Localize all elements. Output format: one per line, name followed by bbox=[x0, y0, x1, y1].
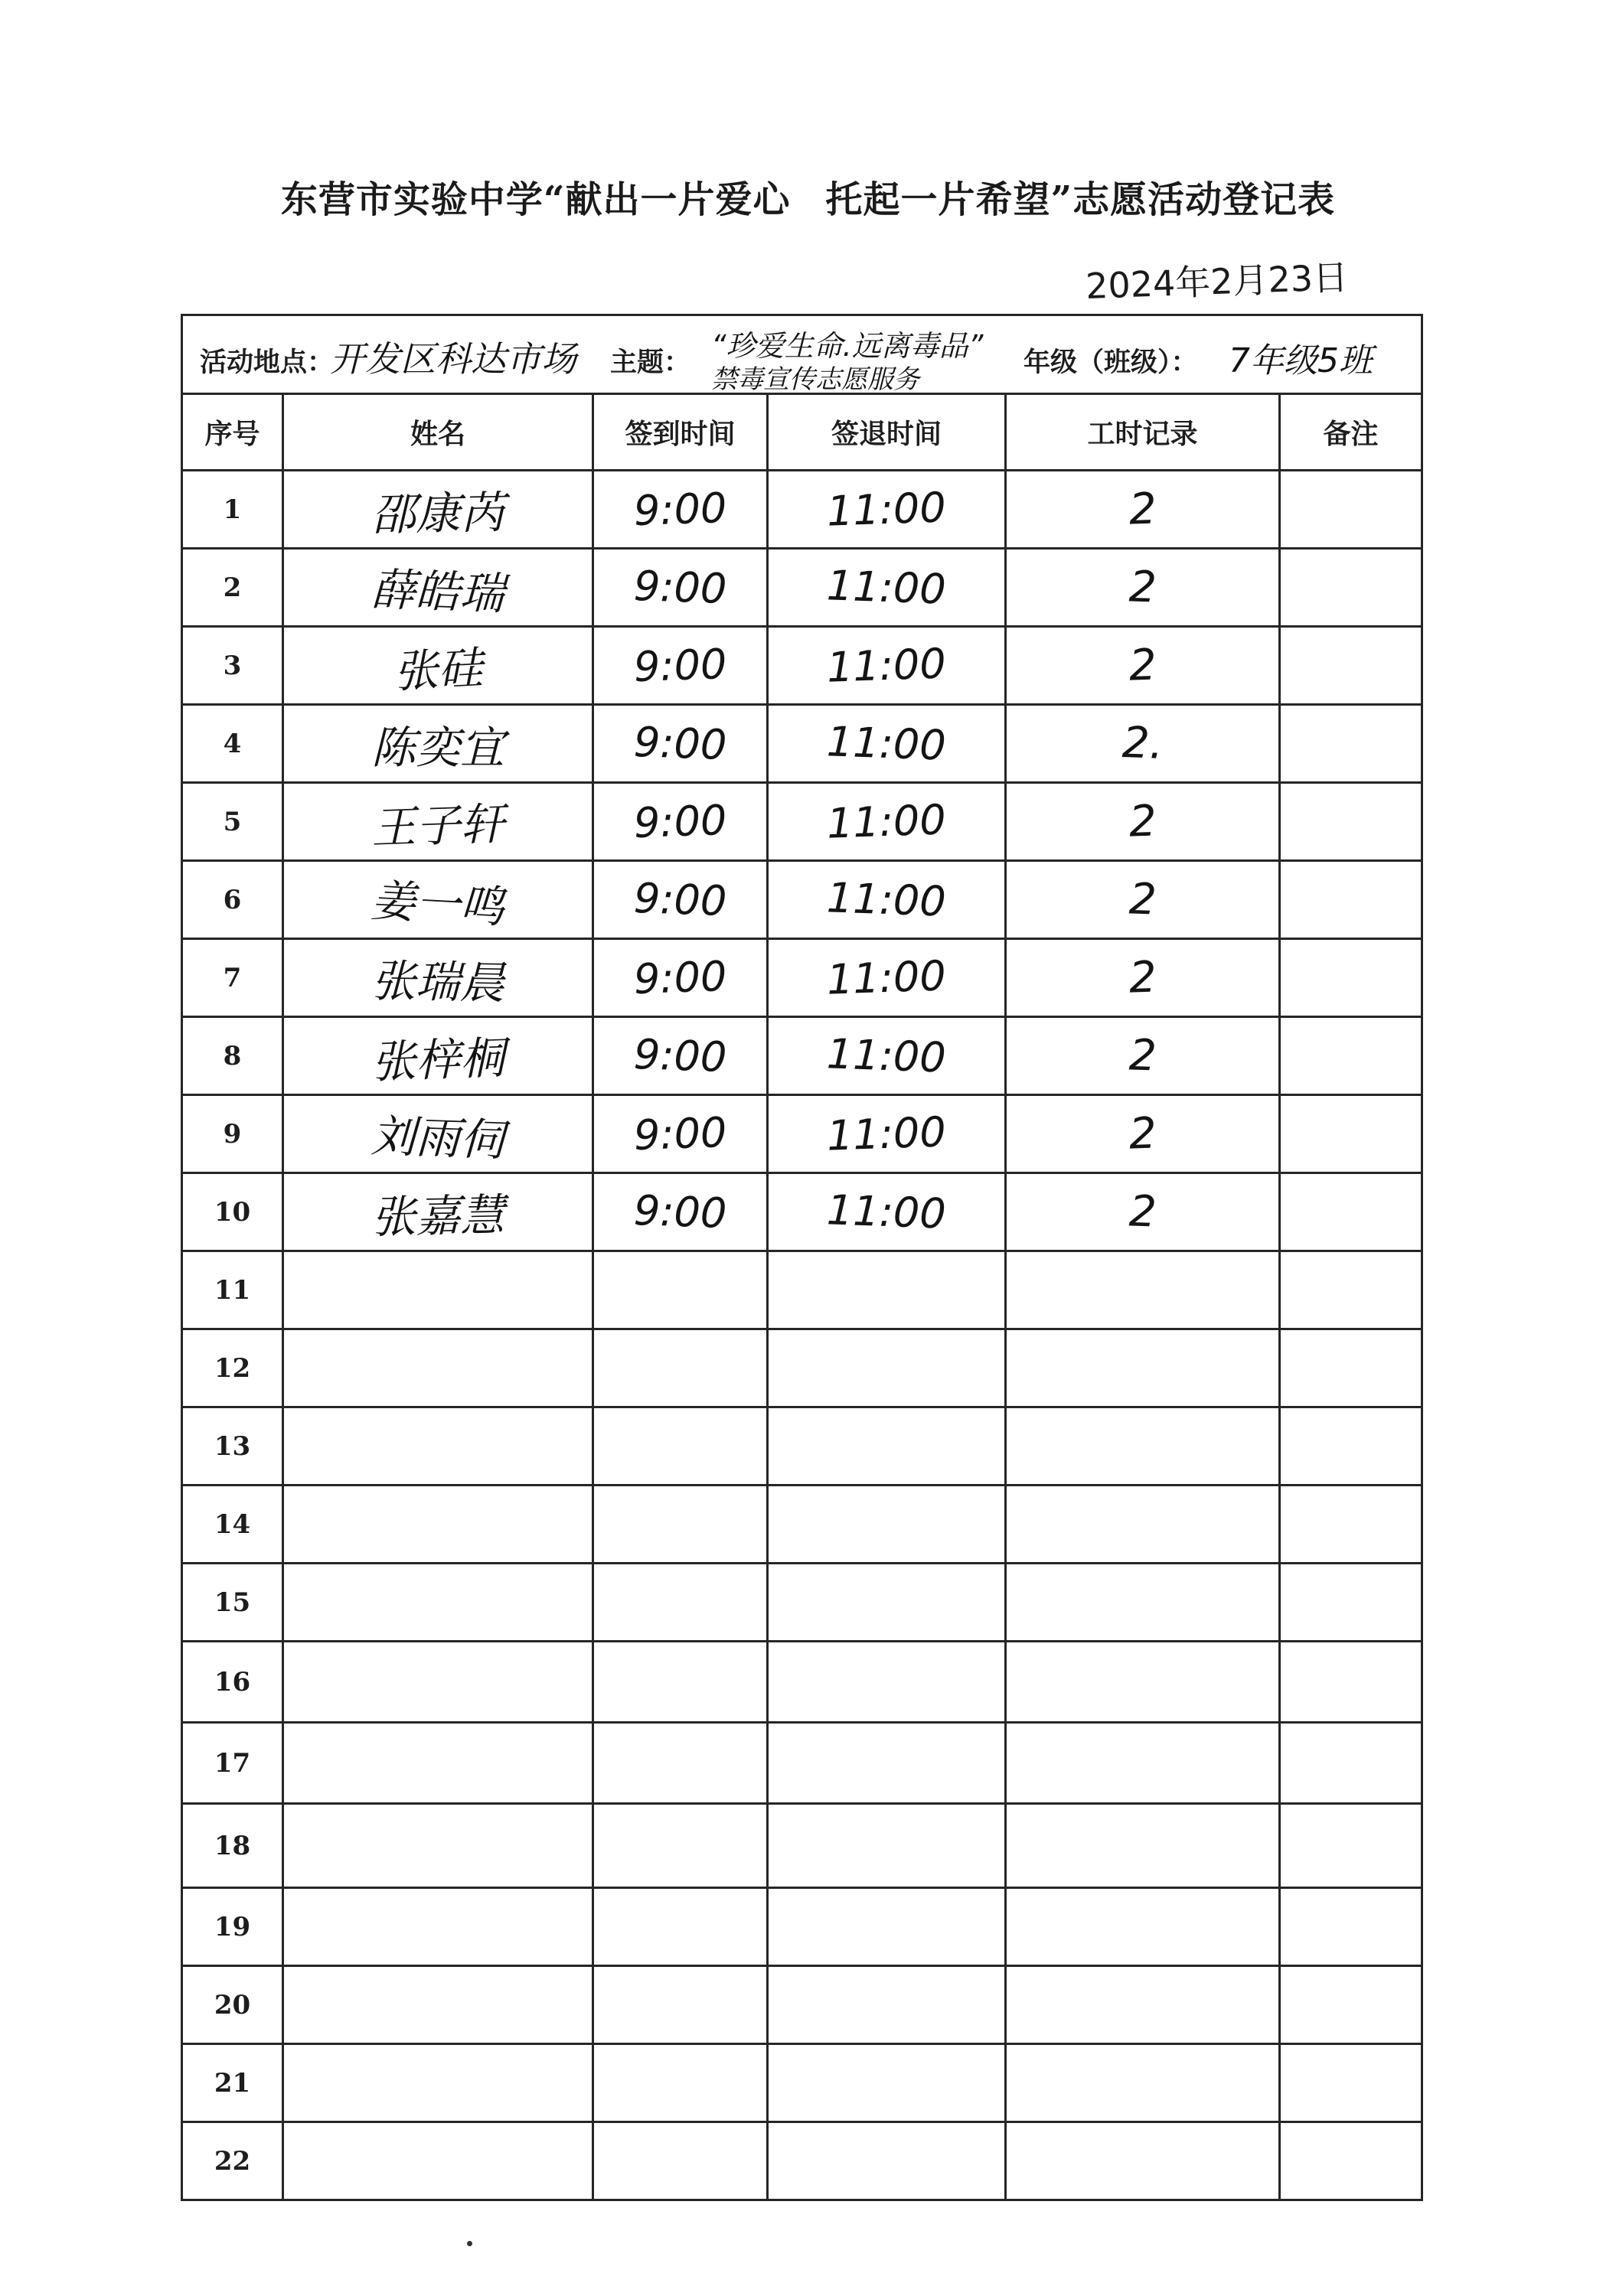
row-sign-in-cell bbox=[593, 939, 768, 1017]
row-hours-cell bbox=[1006, 1804, 1280, 1888]
row-name-cell bbox=[283, 1723, 593, 1804]
theme-value-line2: 禁毒宣传志愿服务 bbox=[711, 364, 919, 394]
table-row bbox=[182, 1095, 1422, 1173]
row-sign-out-cell bbox=[768, 1329, 1006, 1407]
row-hours-cell bbox=[1006, 1017, 1280, 1095]
row-sign-out-cell bbox=[768, 2122, 1006, 2200]
row-sign-out: 11:00 bbox=[826, 483, 947, 536]
row-seq: 21 bbox=[214, 2067, 251, 2099]
row-name: 刘雨伺 bbox=[370, 1109, 505, 1166]
row-note-cell bbox=[1280, 1642, 1422, 1723]
row-sign-in-cell bbox=[593, 1251, 768, 1329]
row-note-cell bbox=[1280, 939, 1422, 1017]
row-seq-cell bbox=[182, 1966, 283, 2044]
row-hours: 2 bbox=[1128, 1108, 1157, 1159]
location-label: 活动地点： bbox=[200, 347, 335, 378]
activity-info-row bbox=[182, 315, 1422, 394]
row-seq-cell bbox=[182, 1564, 283, 1642]
row-sign-in-cell bbox=[593, 1486, 768, 1564]
row-hours: 2 bbox=[1128, 1030, 1157, 1081]
row-seq: 19 bbox=[214, 1911, 251, 1942]
table-row bbox=[182, 2044, 1422, 2122]
row-seq: 2 bbox=[223, 572, 242, 603]
row-sign-out-cell bbox=[768, 1251, 1006, 1329]
row-seq-cell bbox=[182, 1804, 283, 1888]
row-hours: 2 bbox=[1128, 484, 1157, 535]
table-row bbox=[182, 1642, 1422, 1723]
row-name-cell bbox=[283, 1095, 593, 1173]
row-seq: 5 bbox=[223, 806, 242, 837]
row-name-cell bbox=[283, 1486, 593, 1564]
row-sign-out: 11:00 bbox=[826, 639, 947, 692]
row-seq: 17 bbox=[214, 1747, 251, 1779]
row-seq: 6 bbox=[223, 884, 242, 915]
row-name-cell bbox=[283, 1564, 593, 1642]
table-row bbox=[182, 1564, 1422, 1642]
table-row bbox=[182, 1804, 1422, 1888]
row-sign-in-cell bbox=[593, 1804, 768, 1888]
row-sign-out-cell bbox=[768, 1407, 1006, 1486]
row-name-cell bbox=[283, 1173, 593, 1251]
row-hours: 2 bbox=[1128, 874, 1157, 925]
row-hours: 2 bbox=[1128, 562, 1157, 613]
stray-mark bbox=[467, 2241, 472, 2246]
header-sign-out: 签退时间 bbox=[768, 394, 1006, 471]
row-seq-cell bbox=[182, 1173, 283, 1251]
row-sign-in-cell bbox=[593, 1329, 768, 1407]
row-note-cell bbox=[1280, 1564, 1422, 1642]
table-row bbox=[182, 549, 1422, 627]
row-hours-cell bbox=[1006, 1642, 1280, 1723]
row-sign-in-cell bbox=[593, 1723, 768, 1804]
row-note-cell bbox=[1280, 1173, 1422, 1251]
row-note-cell bbox=[1280, 783, 1422, 861]
row-sign-in-cell bbox=[593, 2044, 768, 2122]
table-row bbox=[182, 783, 1422, 861]
table-row bbox=[182, 1017, 1422, 1095]
row-sign-in-cell bbox=[593, 861, 768, 939]
header-sign-in: 签到时间 bbox=[593, 394, 768, 471]
row-seq-cell bbox=[182, 1642, 283, 1723]
row-sign-out-cell bbox=[768, 1095, 1006, 1173]
row-seq: 16 bbox=[214, 1666, 251, 1698]
row-hours-cell bbox=[1006, 1723, 1280, 1804]
row-seq-cell bbox=[182, 1486, 283, 1564]
row-name: 张梓桐 bbox=[371, 1031, 506, 1088]
row-hours-cell bbox=[1006, 705, 1280, 783]
row-name-cell bbox=[283, 627, 593, 705]
row-sign-in-cell bbox=[593, 783, 768, 861]
table-row bbox=[182, 627, 1422, 705]
row-note-cell bbox=[1280, 1095, 1422, 1173]
row-seq-cell bbox=[182, 549, 283, 627]
row-hours: 2 bbox=[1128, 1186, 1157, 1238]
row-note-cell bbox=[1280, 1966, 1422, 2044]
row-hours-cell bbox=[1006, 1966, 1280, 2044]
row-name: 姜一鸣 bbox=[370, 873, 506, 934]
row-sign-in-cell bbox=[593, 1966, 768, 2044]
row-sign-in-cell bbox=[593, 2122, 768, 2200]
row-seq: 8 bbox=[223, 1040, 242, 1071]
table-row bbox=[182, 1486, 1422, 1564]
row-sign-out-cell bbox=[768, 471, 1006, 549]
row-name-cell bbox=[283, 2044, 593, 2122]
row-sign-in: 9:00 bbox=[632, 1107, 728, 1160]
form-title-part2: 托起一片希望”志愿活动登记表 bbox=[825, 178, 1336, 221]
row-hours-cell bbox=[1006, 1251, 1280, 1329]
row-name-cell bbox=[283, 705, 593, 783]
row-seq: 20 bbox=[214, 1989, 251, 2020]
row-name-cell bbox=[283, 1642, 593, 1723]
row-sign-in: 9:00 bbox=[632, 873, 728, 926]
row-note-cell bbox=[1280, 1723, 1422, 1804]
table-row bbox=[182, 1723, 1422, 1804]
row-name: 张硅 bbox=[392, 641, 484, 698]
row-name: 王子轩 bbox=[371, 797, 506, 854]
row-hours-cell bbox=[1006, 1407, 1280, 1486]
row-note-cell bbox=[1280, 705, 1422, 783]
header-row bbox=[182, 394, 1422, 471]
row-name-cell bbox=[283, 783, 593, 861]
theme-value-line1: “珍爱生命.远离毒品” bbox=[711, 329, 984, 363]
row-seq-cell bbox=[182, 2044, 283, 2122]
row-sign-out-cell bbox=[768, 861, 1006, 939]
row-sign-in-cell bbox=[593, 471, 768, 549]
row-note-cell bbox=[1280, 2044, 1422, 2122]
row-sign-in: 9:00 bbox=[632, 951, 728, 1004]
row-name-cell bbox=[283, 1888, 593, 1966]
row-name-cell bbox=[283, 549, 593, 627]
row-seq-cell bbox=[182, 939, 283, 1017]
row-seq: 11 bbox=[214, 1274, 251, 1306]
row-sign-out-cell bbox=[768, 1564, 1006, 1642]
row-sign-out-cell bbox=[768, 783, 1006, 861]
row-seq: 22 bbox=[214, 2145, 251, 2177]
row-name-cell bbox=[283, 939, 593, 1017]
row-name-cell bbox=[283, 2122, 593, 2200]
row-note-cell bbox=[1280, 1329, 1422, 1407]
row-sign-out-cell bbox=[768, 939, 1006, 1017]
row-hours-cell bbox=[1006, 1486, 1280, 1564]
row-sign-in: 9:00 bbox=[632, 483, 728, 536]
row-name: 邵康芮 bbox=[371, 485, 505, 541]
row-seq: 18 bbox=[214, 1830, 251, 1861]
row-note-cell bbox=[1280, 471, 1422, 549]
row-sign-out-cell bbox=[768, 1486, 1006, 1564]
table-row bbox=[182, 1251, 1422, 1329]
row-sign-in-cell bbox=[593, 1407, 768, 1486]
row-sign-in-cell bbox=[593, 1173, 768, 1251]
row-seq-cell bbox=[182, 471, 283, 549]
table-row bbox=[182, 939, 1422, 1017]
row-sign-in-cell bbox=[593, 1564, 768, 1642]
table-row bbox=[182, 1329, 1422, 1407]
row-seq: 12 bbox=[214, 1352, 251, 1384]
row-hours-cell bbox=[1006, 2044, 1280, 2122]
row-sign-out: 11:00 bbox=[826, 1186, 947, 1238]
grade-value: 7年级5班 bbox=[1229, 341, 1373, 380]
row-name-cell bbox=[283, 1251, 593, 1329]
grade-label: 年级（班级）： bbox=[1023, 347, 1198, 378]
row-hours-cell bbox=[1006, 2122, 1280, 2200]
row-sign-in: 9:00 bbox=[632, 1029, 728, 1082]
header-seq: 序号 bbox=[182, 394, 283, 471]
table-row bbox=[182, 1888, 1422, 1966]
header-note: 备注 bbox=[1280, 394, 1422, 471]
row-seq: 3 bbox=[223, 650, 242, 681]
row-hours-cell bbox=[1006, 783, 1280, 861]
row-sign-in-cell bbox=[593, 705, 768, 783]
row-note-cell bbox=[1280, 2122, 1422, 2200]
row-hours-cell bbox=[1006, 627, 1280, 705]
row-note-cell bbox=[1280, 1017, 1422, 1095]
table-row bbox=[182, 1966, 1422, 2044]
row-sign-out: 11:00 bbox=[826, 951, 947, 1004]
row-sign-in-cell bbox=[593, 1017, 768, 1095]
row-name-cell bbox=[283, 1407, 593, 1486]
row-seq-cell bbox=[182, 783, 283, 861]
row-seq: 10 bbox=[214, 1196, 251, 1228]
row-note-cell bbox=[1280, 1486, 1422, 1564]
row-sign-out-cell bbox=[768, 1723, 1006, 1804]
handwritten-date: 2024年2月23日 bbox=[1085, 256, 1349, 307]
row-sign-out-cell bbox=[768, 2044, 1006, 2122]
form-title bbox=[0, 170, 1616, 223]
row-sign-out-cell bbox=[768, 705, 1006, 783]
row-seq: 4 bbox=[223, 728, 242, 759]
row-hours-cell bbox=[1006, 861, 1280, 939]
row-name-cell bbox=[283, 861, 593, 939]
row-note-cell bbox=[1280, 1804, 1422, 1888]
row-sign-out-cell bbox=[768, 1888, 1006, 1966]
row-sign-out-cell bbox=[768, 1804, 1006, 1888]
header-hours: 工时记录 bbox=[1006, 394, 1280, 471]
row-seq-cell bbox=[182, 861, 283, 939]
theme-label: 主题： bbox=[610, 347, 691, 378]
row-sign-in: 9:00 bbox=[632, 717, 728, 770]
row-sign-in: 9:00 bbox=[632, 561, 728, 614]
header-name: 姓名 bbox=[283, 394, 593, 471]
row-sign-in: 9:00 bbox=[632, 795, 728, 848]
location-value: 开发区科达市场 bbox=[330, 338, 576, 380]
row-sign-in-cell bbox=[593, 549, 768, 627]
row-seq: 15 bbox=[214, 1587, 251, 1618]
row-note-cell bbox=[1280, 627, 1422, 705]
row-seq: 13 bbox=[214, 1430, 251, 1462]
row-seq: 14 bbox=[214, 1508, 251, 1540]
row-name: 薛皓瑞 bbox=[370, 563, 505, 620]
row-sign-in: 9:00 bbox=[632, 639, 728, 692]
row-note-cell bbox=[1280, 1251, 1422, 1329]
row-hours-cell bbox=[1006, 1173, 1280, 1251]
row-note-cell bbox=[1280, 549, 1422, 627]
row-hours: 2 bbox=[1128, 952, 1157, 1003]
row-hours-cell bbox=[1006, 1329, 1280, 1407]
row-sign-in-cell bbox=[593, 627, 768, 705]
row-hours-cell bbox=[1006, 1888, 1280, 1966]
row-note-cell bbox=[1280, 861, 1422, 939]
row-hours-cell bbox=[1006, 549, 1280, 627]
row-seq-cell bbox=[182, 1407, 283, 1486]
row-seq-cell bbox=[182, 2122, 283, 2200]
row-sign-out-cell bbox=[768, 549, 1006, 627]
row-hours: 2 bbox=[1128, 640, 1157, 691]
row-sign-out: 11:00 bbox=[826, 795, 947, 848]
row-hours: 2 bbox=[1128, 796, 1157, 847]
table-row bbox=[182, 1407, 1422, 1486]
row-name: 张瑞晨 bbox=[371, 954, 505, 1009]
row-name-cell bbox=[283, 1966, 593, 2044]
row-seq-cell bbox=[182, 1888, 283, 1966]
row-hours-cell bbox=[1006, 471, 1280, 549]
row-sign-in-cell bbox=[593, 1888, 768, 1966]
row-note-cell bbox=[1280, 1407, 1422, 1486]
row-hours: 2. bbox=[1121, 718, 1164, 769]
table-row bbox=[182, 2122, 1422, 2200]
row-seq: 9 bbox=[223, 1118, 242, 1150]
row-seq: 7 bbox=[223, 962, 242, 993]
row-sign-out-cell bbox=[768, 1017, 1006, 1095]
row-seq-cell bbox=[182, 1329, 283, 1407]
row-seq-cell bbox=[182, 1095, 283, 1173]
row-seq: 1 bbox=[223, 494, 242, 525]
activity-info-cell bbox=[182, 315, 1422, 394]
volunteer-register-table bbox=[181, 314, 1423, 2201]
row-seq-cell bbox=[182, 627, 283, 705]
row-seq-cell bbox=[182, 1017, 283, 1095]
row-seq-cell bbox=[182, 1723, 283, 1804]
table-row bbox=[182, 471, 1422, 549]
row-seq-cell bbox=[182, 705, 283, 783]
row-sign-in-cell bbox=[593, 1095, 768, 1173]
row-hours-cell bbox=[1006, 1564, 1280, 1642]
row-sign-out-cell bbox=[768, 1173, 1006, 1251]
row-name-cell bbox=[283, 471, 593, 549]
row-sign-out-cell bbox=[768, 627, 1006, 705]
row-sign-in-cell bbox=[593, 1642, 768, 1723]
row-sign-out-cell bbox=[768, 1642, 1006, 1723]
row-sign-out: 11:00 bbox=[826, 1107, 947, 1160]
row-name: 陈奕宜 bbox=[371, 721, 504, 774]
row-sign-out-cell bbox=[768, 1966, 1006, 2044]
row-sign-in: 9:00 bbox=[632, 1186, 728, 1238]
form-title-part1: 东营市实验中学“献出一片爱心 bbox=[280, 178, 791, 221]
table-row bbox=[182, 1173, 1422, 1251]
row-sign-out: 11:00 bbox=[826, 717, 947, 770]
row-sign-out: 11:00 bbox=[826, 561, 947, 614]
row-name: 张嘉慧 bbox=[371, 1188, 505, 1244]
row-note-cell bbox=[1280, 1888, 1422, 1966]
row-hours-cell bbox=[1006, 1095, 1280, 1173]
row-sign-out: 11:00 bbox=[826, 873, 947, 926]
row-name-cell bbox=[283, 1017, 593, 1095]
table-row bbox=[182, 705, 1422, 783]
table-row bbox=[182, 861, 1422, 939]
row-name-cell bbox=[283, 1329, 593, 1407]
row-hours-cell bbox=[1006, 939, 1280, 1017]
row-sign-out: 11:00 bbox=[826, 1029, 947, 1082]
row-seq-cell bbox=[182, 1251, 283, 1329]
row-name-cell bbox=[283, 1804, 593, 1888]
